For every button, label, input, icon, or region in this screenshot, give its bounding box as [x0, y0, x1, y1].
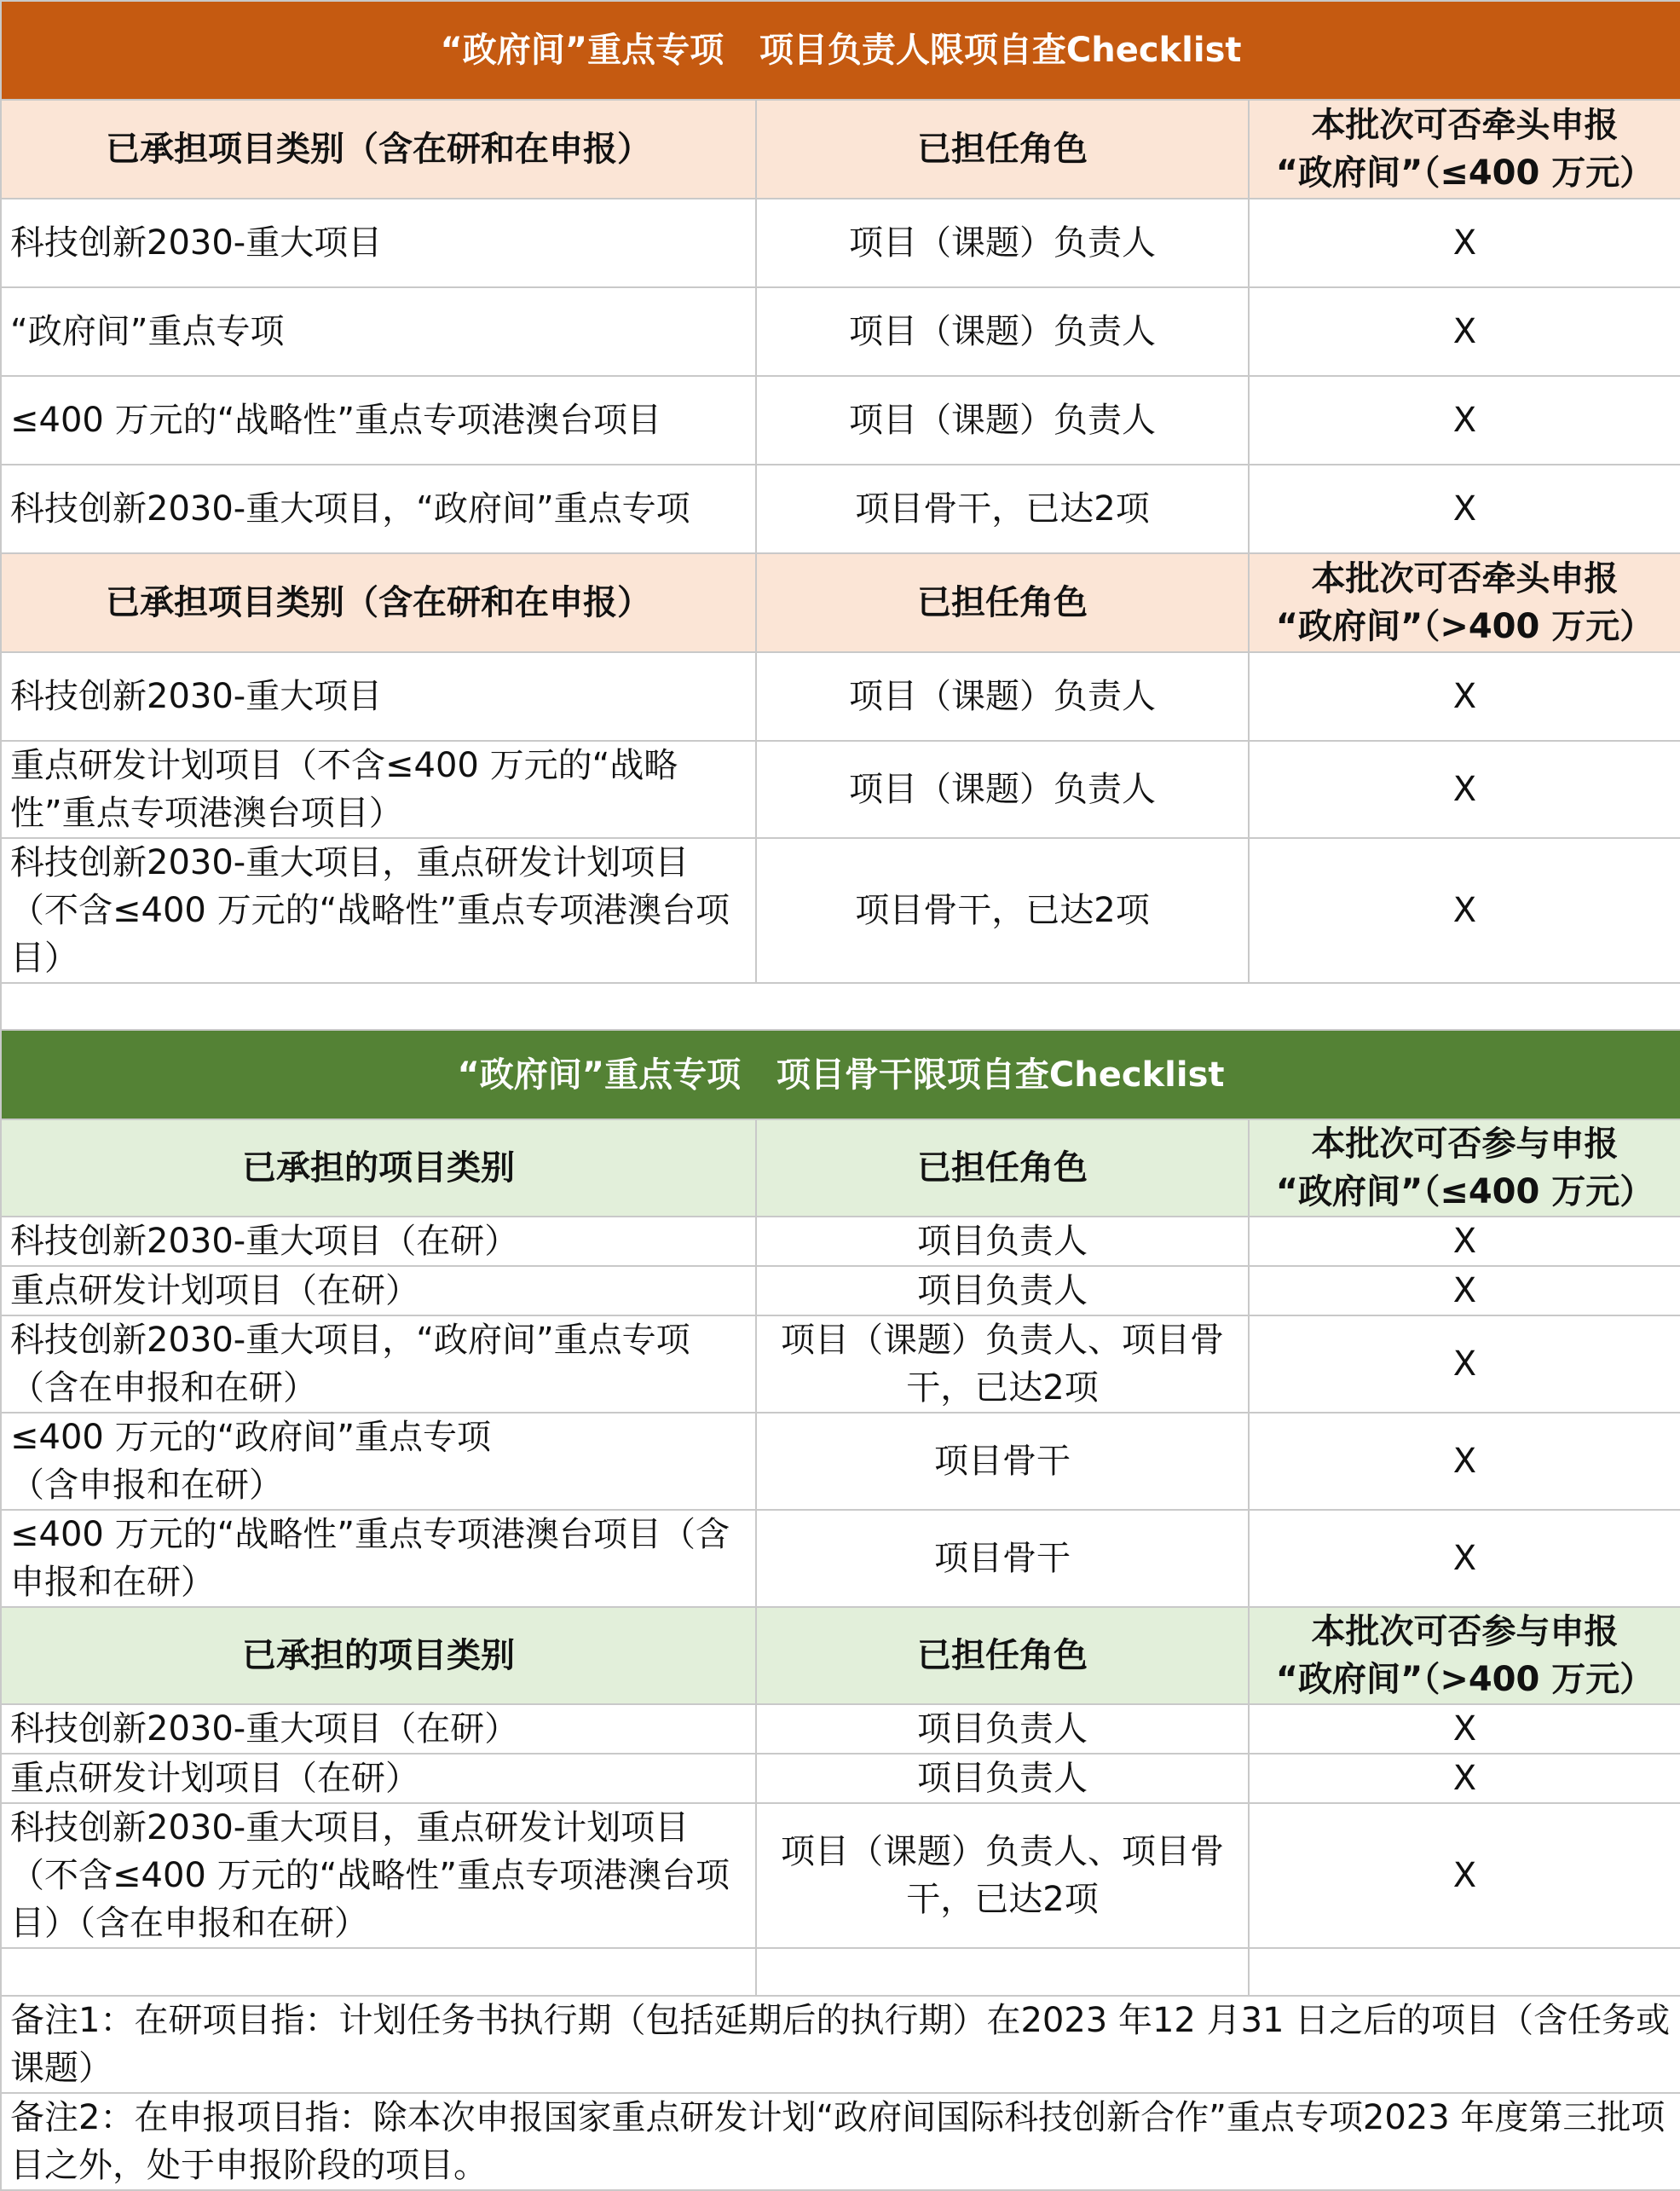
row-role: 项目负责人: [756, 1266, 1249, 1315]
header-category: 已承担项目类别（含在研和在申报）: [1, 553, 756, 652]
row-role: 项目（课题）负责人: [756, 199, 1249, 287]
row-category: ≤400 万元的“战略性”重点专项港澳台项目（含申报和在研）: [1, 1510, 756, 1607]
header-category: 已承担的项目类别: [1, 1119, 756, 1217]
row-category: 科技创新2030-重大项目（在研）: [1, 1217, 756, 1266]
row-category: 科技创新2030-重大项目: [1, 652, 756, 741]
row-category: 科技创新2030-重大项目（在研）: [1, 1704, 756, 1754]
row-category: 科技创新2030-重大项目，“政府间”重点专项: [1, 465, 756, 553]
table1-sec2-header-row: [1, 553, 1680, 652]
empty-cell: [756, 983, 1249, 1030]
row-result: X: [1249, 652, 1680, 741]
row-role: 项目（课题）负责人: [756, 376, 1249, 465]
table-row: [1, 376, 1680, 465]
header-role: 已担任角色: [756, 100, 1249, 199]
header-eligibility: 本批次可否牵头申报 “政府间”（>400 万元）: [1249, 553, 1680, 652]
row-result: X: [1249, 1754, 1680, 1803]
header-category: 已承担项目类别（含在研和在申报）: [1, 100, 756, 199]
header-category: 已承担的项目类别: [1, 1607, 756, 1704]
row-role: 项目（课题）负责人、项目骨干，已达2项: [756, 1315, 1249, 1413]
header-eligibility: 本批次可否牵头申报 “政府间”（≤400 万元）: [1249, 100, 1680, 199]
row-role: 项目（课题）负责人: [756, 652, 1249, 741]
empty-cell: [756, 1948, 1249, 1996]
row-result: X: [1249, 1413, 1680, 1510]
row-role: 项目（课题）负责人、项目骨干，已达2项: [756, 1803, 1249, 1948]
table-row: [1, 465, 1680, 553]
table-row: [1, 199, 1680, 287]
empty-cell: [1249, 1948, 1680, 1996]
row-category: 重点研发计划项目（在研）: [1, 1266, 756, 1315]
table-row: [1, 741, 1680, 838]
row-result: X: [1249, 1315, 1680, 1413]
row-role: 项目（课题）负责人: [756, 287, 1249, 376]
row-result: X: [1249, 1803, 1680, 1948]
table-row: [1, 1803, 1680, 1948]
table2-sec2-header-row: [1, 1607, 1680, 1704]
row-result: X: [1249, 376, 1680, 465]
header-eligibility: 本批次可否参与申报 “政府间”（≤400 万元）: [1249, 1119, 1680, 1217]
table-row: [1, 1754, 1680, 1803]
row-category: ≤400 万元的“政府间”重点专项 （含申报和在研）: [1, 1413, 756, 1510]
row-result: X: [1249, 1704, 1680, 1754]
header-role: 已担任角色: [756, 553, 1249, 652]
header-eligibility: 本批次可否参与申报 “政府间”（>400 万元）: [1249, 1607, 1680, 1704]
row-category: “政府间”重点专项: [1, 287, 756, 376]
table-row: [1, 1510, 1680, 1607]
empty-cell: [1, 1948, 756, 1996]
row-category: 科技创新2030-重大项目，“政府间”重点专项（含在申报和在研）: [1, 1315, 756, 1413]
row-role: 项目（课题）负责人: [756, 741, 1249, 838]
row-result: X: [1249, 741, 1680, 838]
header-role: 已担任角色: [756, 1607, 1249, 1704]
table-row: [1, 1266, 1680, 1315]
table-row: [1, 1704, 1680, 1754]
note-row: [1, 2093, 1680, 2190]
table-row: [1, 1413, 1680, 1510]
row-category: 重点研发计划项目（在研）: [1, 1754, 756, 1803]
table-row: [1, 1315, 1680, 1413]
row-category: 重点研发计划项目（不含≤400 万元的“战略性”重点专项港澳台项目）: [1, 741, 756, 838]
table1-sec1-header-row: [1, 100, 1680, 199]
empty-cell: [1, 983, 756, 1030]
row-result: X: [1249, 838, 1680, 983]
row-category: ≤400 万元的“战略性”重点专项港澳台项目: [1, 376, 756, 465]
table1-title-row: [1, 1, 1680, 100]
empty-cell: [1249, 983, 1680, 1030]
spacer-row: [1, 983, 1680, 1030]
row-role: 项目骨干，已达2项: [756, 838, 1249, 983]
row-category: 科技创新2030-重大项目，重点研发计划项目（不含≤400 万元的“战略性”重点专项港澳台项目）（含在申报和在研）: [1, 1803, 756, 1948]
row-result: X: [1249, 1510, 1680, 1607]
table-row: [1, 838, 1680, 983]
row-result: X: [1249, 199, 1680, 287]
row-role: 项目负责人: [756, 1704, 1249, 1754]
note-2: 备注2：在申报项目指：除本次申报国家重点研发计划“政府间国际科技创新合作”重点专项2023 年度第三批项目之外，处于申报阶段的项目。: [1, 2093, 1680, 2190]
header-role: 已担任角色: [756, 1119, 1249, 1217]
table-row: [1, 287, 1680, 376]
row-result: X: [1249, 465, 1680, 553]
row-role: 项目骨干，已达2项: [756, 465, 1249, 553]
table2-title-row: [1, 1030, 1680, 1119]
row-role: 项目负责人: [756, 1754, 1249, 1803]
table-row: [1, 652, 1680, 741]
table2-title: “政府间”重点专项 项目骨干限项自查Checklist: [1, 1030, 1680, 1119]
row-category: 科技创新2030-重大项目: [1, 199, 756, 287]
table1-title: “政府间”重点专项 项目负责人限项自查Checklist: [1, 1, 1680, 100]
row-role: 项目骨干: [756, 1510, 1249, 1607]
row-result: X: [1249, 287, 1680, 376]
row-role: 项目骨干: [756, 1413, 1249, 1510]
row-role: 项目负责人: [756, 1217, 1249, 1266]
note-1: 备注1：在研项目指：计划任务书执行期（包括延期后的执行期）在2023 年12 月31 日之后的项目（含任务或课题）: [1, 1996, 1680, 2093]
empty-row: [1, 1948, 1680, 1996]
table2-sec1-header-row: [1, 1119, 1680, 1217]
table-row: [1, 1217, 1680, 1266]
row-result: X: [1249, 1266, 1680, 1315]
note-row: [1, 1996, 1680, 2093]
row-category: 科技创新2030-重大项目，重点研发计划项目（不含≤400 万元的“战略性”重点专项港澳台项目）: [1, 838, 756, 983]
row-result: X: [1249, 1217, 1680, 1266]
